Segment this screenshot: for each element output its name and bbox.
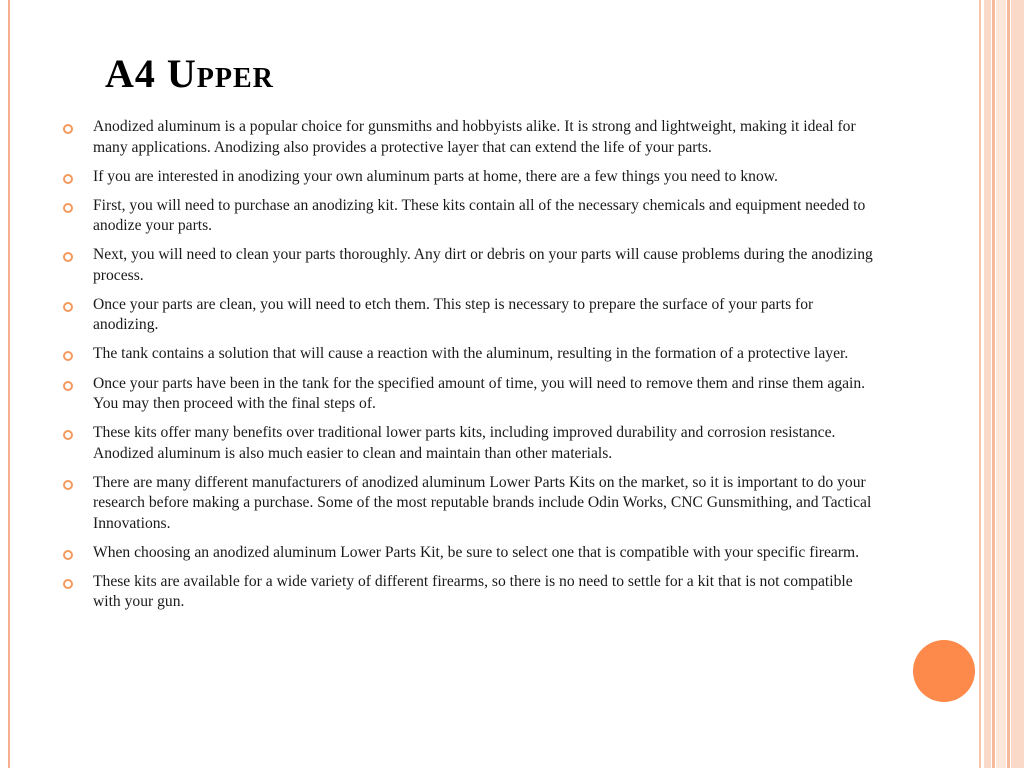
right-stripe <box>996 0 1006 768</box>
bullet-item <box>60 117 880 158</box>
bullet-circle-icon <box>63 174 73 184</box>
bullet-circle-icon <box>63 430 73 440</box>
bullet-text: Anodized aluminum is a popular choice for gunsmiths and hobbyists alike. It is strong and lightweight, making it ideal for many applications. Anodizing also provides a protective layer that can extend the life of your parts. <box>93 118 856 156</box>
bullet-text: First, you will need to purchase an anodizing kit. These kits contain all of the necessary chemicals and equipment needed to anodize your parts. <box>93 196 866 235</box>
bullet-circle-icon <box>63 480 73 490</box>
bullet-circle-icon <box>63 351 73 361</box>
bullet-text: When choosing an anodized aluminum Lower Parts Kit, be sure to select one that is compatible with your specific firearm. <box>93 543 860 561</box>
bullet-circle-icon <box>63 550 73 560</box>
bullet-text: The tank contains a solution that will cause a reaction with the aluminum, resulting in the formation of a protective layer. <box>93 345 849 363</box>
bullet-item <box>60 245 880 286</box>
slide-title: A4 Upper <box>105 51 274 96</box>
bullet-text: Once your parts have been in the tank for the specified amount of time, you will need to remove them and rinse them again. You may then proceed with the final steps of. <box>93 374 866 413</box>
bullet-text: Once your parts are clean, you will need to etch them. This step is necessary to prepare the surface of your parts for anodizing. <box>93 295 814 334</box>
bullet-circle-icon <box>63 381 73 391</box>
bullet-text: If you are interested in anodizing your own aluminum parts at home, there are a few things you need to know. <box>93 167 778 185</box>
bullet-item <box>60 167 880 188</box>
bullet-item <box>60 423 880 464</box>
bullet-item <box>60 196 880 237</box>
bullet-text: These kits offer many benefits over traditional lower parts kits, including improved durability and corrosion resistance. Anodized aluminum is also much easier to clean and maintain than other materials. <box>93 424 836 462</box>
bullet-item <box>60 295 880 336</box>
bullet-text: These kits are available for a wide variety of different firearms, so there is no need to settle for a kit that is not compatible with your gun. <box>93 572 853 611</box>
bullet-item <box>60 473 880 535</box>
bullet-item <box>60 572 880 613</box>
bullet-item <box>60 344 880 365</box>
right-stripe <box>984 0 991 768</box>
bullet-list <box>60 117 880 622</box>
bullet-circle-icon <box>63 579 73 589</box>
bullet-circle-icon <box>63 252 73 262</box>
right-stripe <box>992 0 995 768</box>
bullet-text: Next, you will need to clean your parts thoroughly. Any dirt or debris on your parts will cause problems during the anodizing process. <box>93 246 873 284</box>
left-border-line <box>8 0 10 768</box>
right-stripe <box>1007 0 1010 768</box>
decorative-orange-circle-icon <box>913 640 975 702</box>
right-stripe <box>979 0 981 768</box>
bullet-circle-icon <box>63 302 73 312</box>
right-stripe <box>1011 0 1024 768</box>
bullet-circle-icon <box>63 203 73 213</box>
bullet-item <box>60 374 880 415</box>
bullet-text: There are many different manufacturers of anodized aluminum Lower Parts Kits on the market, so it is important to do your research before making a purchase. Some of the most reputable brands include Odin Works, CNC Gunsmithing, and Tactical Innovations. <box>93 473 872 532</box>
bullet-item <box>60 543 880 564</box>
bullet-circle-icon <box>63 124 73 134</box>
